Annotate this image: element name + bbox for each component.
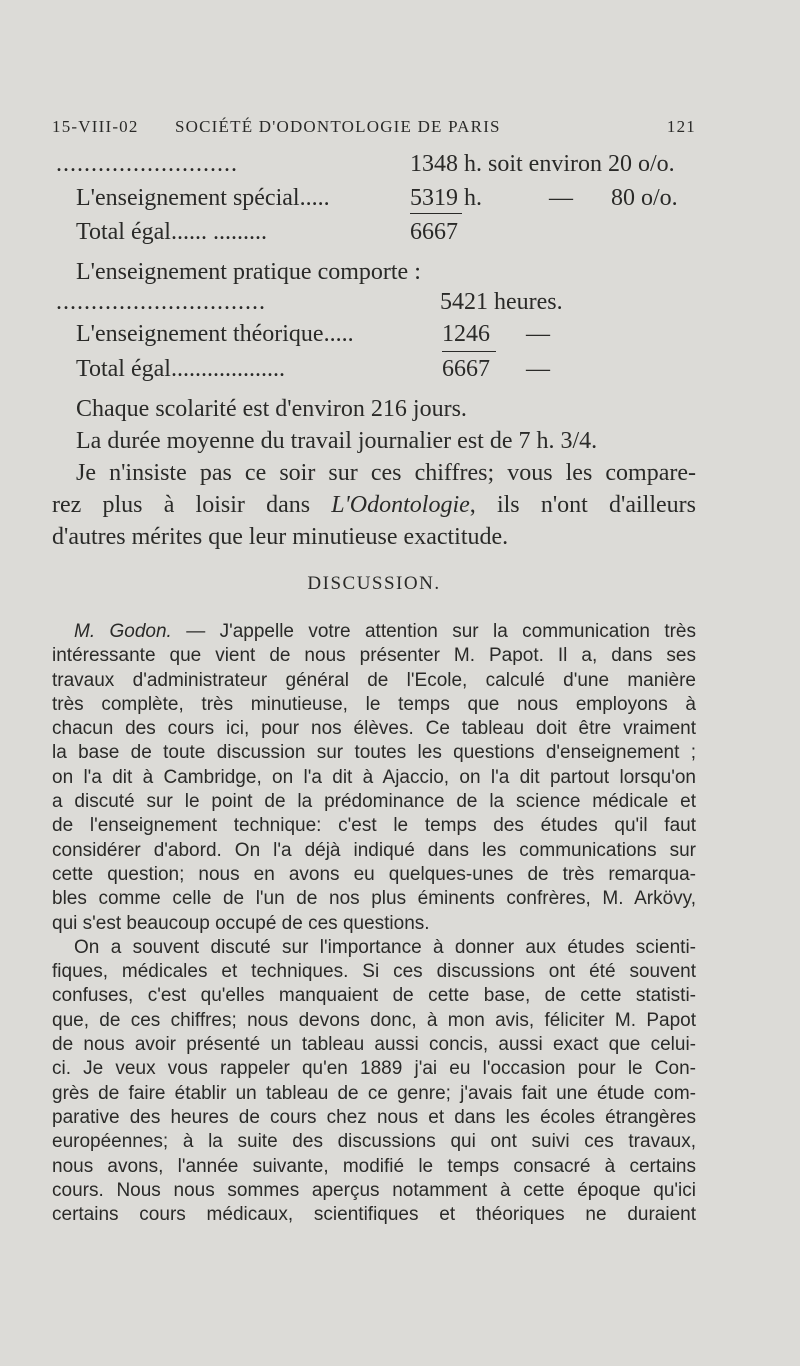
text-line: la base de toute discussion sur toutes les questions d'enseignement ;: [52, 742, 696, 764]
paragraph-godon: [52, 620, 696, 936]
text-line: intéressante que vient de nous présenter M. Papot. Il a, dans ses: [52, 645, 696, 667]
sum-rule: [410, 213, 462, 214]
text-line: parative des heures de cours chez nous et dans les écoles étrangères: [52, 1106, 696, 1128]
text-line: a discuté sur le point de la prédominance de la science médicale et: [52, 791, 696, 813]
table-row-label: Total égal...... .........: [76, 219, 267, 245]
text-line: cours. Nous nous sommes aperçus notamment à cette époque qu'ici: [52, 1179, 696, 1201]
intro-line: L'enseignement pratique comporte :: [76, 259, 421, 285]
table-row-label: L'enseignement théorique.....: [76, 321, 354, 347]
text-line: considérer d'abord. On l'a déjà indiqué dans les communications sur: [52, 839, 696, 861]
text-span: rez plus à loisir dans: [52, 492, 311, 518]
table-cell-percent: 80 o/o.: [611, 185, 678, 211]
text-line: d'autres mérites que leur minutieuse exactitude.: [52, 524, 509, 550]
leader-dots: ..............................: [56, 289, 266, 315]
text-line: chacun des cours ici, pour nos élèves. Ce tableau doit être vraiment: [52, 718, 696, 740]
header-journal-title: SOCIÉTÉ D'ODONTOLOGIE DE PARIS: [175, 117, 501, 136]
table-cell-value: 1246: [442, 321, 490, 347]
text-line-with-italic: [52, 489, 696, 521]
table-cell-value: 5421 heures.: [440, 289, 563, 315]
text-line: Je n'insiste pas ce soir sur ces chiffres; vous les compare-: [76, 460, 696, 486]
text-line: qui s'est beaucoup occupé de ces questions.: [52, 912, 430, 934]
table-cell-dash: —: [549, 185, 573, 211]
text-line: ci. Je veux vous rappeler qu'en 1889 j'ai eu l'occasion pour le Con-: [52, 1058, 696, 1080]
header-date: 15-VIII-02: [52, 117, 139, 136]
text-line: très complète, très minutieuse, le temps que nous employons à: [52, 693, 696, 715]
text-line: bles comme celle de l'un de nos plus éminents confrères, M. Arkövy,: [52, 888, 696, 910]
text-line: nous avons, l'année suivante, modifié le temps consacré à certains: [52, 1155, 696, 1177]
text-line: européennes; à la suite des discussions qui ont suivi ces travaux,: [52, 1131, 696, 1153]
text-line: confuses, c'est qu'elles manquaient de cette base, de cette statisti-: [52, 985, 696, 1007]
table-cell-dash: —: [526, 356, 550, 382]
page-number: 121: [666, 117, 696, 136]
table-row-label: Total égal...................: [76, 356, 285, 382]
text-line: Chaque scolarité est d'environ 216 jours.: [76, 396, 467, 422]
discussion-body: [52, 620, 696, 1227]
text-line: [52, 620, 696, 644]
text-line: grès de faire établir un tableau de ce genre; j'avais fait une étude com-: [52, 1082, 696, 1104]
text-span: — J'appelle votre attention sur la communication très: [186, 621, 697, 642]
table-row-label: L'enseignement spécial.....: [76, 185, 330, 211]
text-span: , ils n'ont d'ailleurs: [469, 492, 696, 518]
text-line: on l'a dit à Cambridge, on l'a dit à Ajaccio, on l'a dit partout lorsqu'on: [52, 766, 696, 788]
text-line: de nous avoir présenté un tableau aussi concis, aussi exact que celui-: [52, 1034, 696, 1056]
text-line: certains cours médicaux, scientifiques et théoriques ne duraient: [52, 1204, 696, 1226]
speaker-name: M. Godon.: [74, 621, 172, 642]
table-cell-value: 5319 h.: [410, 185, 482, 211]
text-line: La durée moyenne du travail journalier est de 7 h. 3/4.: [76, 428, 598, 454]
table-cell-value: 1348 h. soit environ 20 o/o.: [410, 151, 675, 177]
sum-rule: [442, 351, 496, 352]
table-cell-value: 6667: [442, 356, 490, 382]
paragraph-summary: [52, 393, 696, 553]
paragraph-continued: [52, 936, 696, 1228]
text-line: travaux d'administrateur général de l'Ecole, calculé d'une manière: [52, 669, 696, 691]
table-cell-dash: —: [526, 321, 550, 347]
text-line: fiques, médicales et techniques. Si ces discussions ont été souvent: [52, 961, 696, 983]
leader-dots: ..........................: [56, 151, 238, 177]
text-line: que, de ces chiffres; nous devons donc, à mon avis, féliciter M. Papot: [52, 1009, 696, 1031]
journal-title-italic: L'Odontologie: [331, 492, 470, 518]
section-heading: DISCUSSION.: [307, 573, 441, 594]
table-cell-value: 6667: [410, 219, 458, 245]
text-line: de l'enseignement technique: c'est le temps des études qu'il faut: [52, 815, 696, 837]
text-line: cette question; nous en avons eu quelques-unes de très remarqua-: [52, 863, 696, 885]
text-line: On a souvent discuté sur l'importance à donner aux études scienti-: [74, 936, 696, 958]
